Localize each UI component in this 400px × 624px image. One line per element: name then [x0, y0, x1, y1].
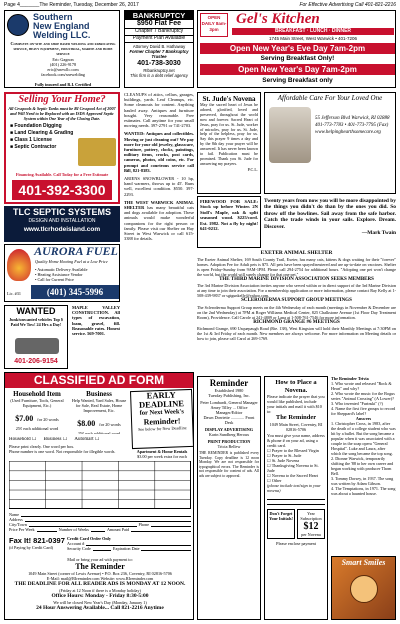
- septic-item: ■ Septic Contractor: [10, 144, 57, 150]
- novena-option-label: St. Jude Novena: [271, 458, 300, 463]
- classifieds-column: [124, 92, 194, 370]
- classified-form: [4, 372, 194, 620]
- classified-apart-box: [131, 449, 193, 459]
- scleroderma-text: The Scleroderma Support Group meets on the 4th Wednesday of each month (meetings in November & December are on the 2nd Wednesday) at 7PM at Roger Williams Medical Center, 825 Chalkstone Avenue (1st Floor Day Treatment Room), Providence. Call Carole at 241-4809 or Lana at 1-508-761-7546 for more information.: [197, 304, 396, 320]
- masthead-l1: Peter Lombardi, General Manager: [200, 400, 258, 405]
- masthead-fine: THE REMINDER is published every Tuesday. Copy deadline is 12 noon Monday. We are not responsible for typographical errors. The Reminder is not responsible for content of ads. All ads are subject to approval.: [199, 451, 259, 478]
- novena-order-paper: The Reminder: [275, 414, 317, 421]
- wanted-antiques-ad: [124, 131, 194, 173]
- novena-option[interactable]: ☐ St. Jude Novena: [267, 458, 300, 463]
- trivia-column: [331, 376, 396, 552]
- firewood-text: FIREWOOD FOR SALE: Stock up before Winter. 2N Stoll's Maple, oak & split seasoned wood. $225/cord. Est. 1982. Not a fly by night! 641-0212.: [200, 199, 258, 232]
- trivia-q2: 2. Who wrote the music for the Bogus series "Animal Crossing" (A Lower)?: [331, 391, 395, 401]
- cat-household[interactable]: Household: [9, 437, 31, 442]
- field-address-label: Address: [9, 517, 23, 522]
- page-header-right: For Effective Advertising Call 401-821-2216: [299, 2, 396, 8]
- maple-valley-text: MAPLE VALLEY CONSTRUCTION. All types of excavation, loam, gravel, fill. Reasonable rates. Honest service. 569-7001.: [72, 305, 120, 337]
- trivia-q3: 3. Who invented "Furinski" (?): [331, 401, 383, 406]
- tlc-web: www.tlcrhodeisland.com: [23, 226, 101, 233]
- st-jude-sig: P.C.L.: [247, 166, 258, 172]
- classified-business-each: 25¢ each additional word: [77, 431, 121, 434]
- classified-household-box: [7, 390, 67, 434]
- aurora-list: [35, 267, 119, 282]
- twain-quote: [264, 198, 396, 248]
- trivia-answers: Answers: [355, 416, 372, 421]
- novena-year-sub: per Novena: [301, 532, 321, 537]
- page-header: [4, 2, 396, 9]
- masthead-display2: Karin Sundberg Heroux: [208, 432, 250, 437]
- aurora-flame-icon: [7, 249, 31, 281]
- exeter-title: EXETER ANIMAL SHELTER: [260, 250, 333, 256]
- classified-apart-label: Apartment & Home Rentals: [136, 449, 188, 454]
- gels-line4: Serving Breakfast only: [262, 77, 333, 84]
- community-news: [197, 250, 396, 374]
- novena-order-body: Please indicate the prayer that you would like published, include your initials and mail it with $10 to:: [267, 394, 325, 414]
- wanted-car-image: [15, 338, 59, 354]
- bankruptcy-title: BANKRUPTCY: [125, 11, 193, 20]
- classified-fax: Fax It! 821-0397: [9, 536, 65, 545]
- novena-year-price: $12: [303, 521, 319, 532]
- quote-author: —Mark Twain: [361, 230, 396, 237]
- weeks-field[interactable]: [91, 527, 105, 532]
- snew-title: [33, 13, 119, 40]
- shelter-text: has many beautiful cats and dogs available for adoption. These animals would make wonderful companions for the right person or family. Please visit our Shelter on Hay Street in West Warwick or call 615-3388 for details.: [124, 205, 194, 242]
- card-number-label: Account #: [67, 541, 85, 546]
- field-price-label: Price Per Week: [9, 527, 35, 532]
- trivia-a3: 3. Tommy Dorsey, in 1937. The song was written by Adam Gibson.: [331, 476, 394, 486]
- classified-word-grid[interactable]: [9, 461, 191, 509]
- classified-household-words: for 20 words: [37, 417, 59, 422]
- novena-option-label: Thanksgiving Novena to St. Jude: [267, 463, 319, 473]
- scleroderma-title: SCLERODERMA SUPPORT GROUP MEETINGS: [241, 298, 352, 303]
- bankruptcy-fee: $950 Flat Fee: [137, 20, 181, 27]
- masthead-title: Reminder: [209, 378, 249, 388]
- novena-option-label: Other: [271, 478, 282, 483]
- gels-sub: BREAKFAST · LUNCH · DINNER: [232, 28, 394, 35]
- novena-option-label: Prayer to the Blessed Virgin: [271, 448, 319, 453]
- snew-logo: [7, 14, 29, 36]
- novena-forget: Don't Forget Your Initials!: [267, 509, 295, 539]
- classified-early-deadline: [130, 389, 194, 449]
- novena-order-title: How to Place a Novena.: [275, 379, 317, 394]
- card-security-label: Security Code: [67, 546, 91, 551]
- snew-ad: [4, 10, 120, 88]
- trivia-a2: 2. Dionne Warwick, temporarily shifting the '88 to her own career and began working with producer Thom Bell.: [331, 456, 394, 476]
- bankruptcy-line4: Former Chapter 7 Bankruptcy Trustee: [129, 48, 189, 59]
- shelter-title: THE WEST WARWICK ANIMAL SHELTER: [124, 199, 194, 211]
- snew-title-1: Southern: [33, 13, 73, 22]
- classified-hours-sub: We will be closed New Year's Day (Monday, January 1): [53, 600, 147, 605]
- classified-household-price: $7.00: [15, 414, 34, 423]
- masthead-display: DISPLAY ADVERTISING: [204, 427, 254, 432]
- tlc-ad: [4, 206, 120, 242]
- classified-household: Household Item: [13, 390, 61, 398]
- novena-order-note: You must give your name, address & phone # on your ad, using a credit card.: [267, 433, 325, 448]
- aurora-item: • Call for Current Price: [35, 277, 74, 282]
- septic-item: ■ Land Clearing & Grading: [10, 130, 74, 136]
- snew-desc: Complete on-site and shop based welding and fabricating service, heavy equipment, industrial, marine and home service: [10, 41, 116, 56]
- trivia-q4: 4. Name the first five groups to record for Sheppard's label?: [331, 406, 396, 416]
- classified-household-each: 25¢ each additional word: [15, 426, 59, 431]
- cremation-addr: 55 Jefferson Blvd Warwick, RI 02888: [315, 116, 390, 121]
- field-city-label: City/Town: [9, 522, 27, 527]
- card-exp-row: [67, 546, 191, 551]
- field-name-label: Name: [9, 512, 19, 517]
- septic-body: All Cesspools & Septic Tanks must be RI Cesspool Act of 2007 and Will Need to be Replaced with an ISDS Approved Septic System within One Year of the Closing Date.: [8, 106, 116, 121]
- novena-order-addr2: 02816-5706: [285, 427, 307, 432]
- classified-business-desc: Help Wanted, Yard Sales, House for Sale, Real Estate, Home Improvement, Etc.: [71, 398, 127, 413]
- gels-title: Gel's Kitchen: [236, 11, 320, 27]
- trivia-a4: 4. The Temptations, in 1971. The song was about a haunted house.: [331, 486, 396, 496]
- cat-business[interactable]: Business: [43, 437, 62, 442]
- tlc-sub: DESIGN AND INSTALLATION: [28, 218, 96, 224]
- classified-phone-note: Phone number is one word. Not responsible for illegible words.: [9, 449, 116, 454]
- septic-item: ■ Class 1 License: [10, 137, 52, 143]
- page-header-left: Page 4_______The Reminder, Tuesday, December 26, 2017: [4, 2, 139, 8]
- classified-fax-box: [9, 536, 65, 550]
- septic-finance: Financing Available. Call Today for a Free Estimate: [15, 172, 109, 177]
- richmond-title: RICHMOND GRANGE #6 MEETINGS: [253, 319, 340, 325]
- bankruptcy-web: RIbankruptcy.net: [143, 67, 175, 73]
- smart-smiles-face-icon: [350, 575, 378, 603]
- septic-title: Selling Your Home?: [18, 94, 106, 105]
- classified-apart-price: $3.00 per week extra for each: [137, 454, 187, 459]
- septic-item: ■ Foundation Digging: [10, 123, 62, 129]
- bankruptcy-line1: Chapter 7 Bankruptcy: [125, 28, 193, 35]
- septic-item-label: Foundation Digging: [14, 123, 62, 129]
- novena-prepaid: Please enclose payment: [276, 541, 316, 546]
- early-4: Reminder!: [143, 416, 181, 427]
- aurora-title: AURORA FUEL: [34, 245, 118, 258]
- novena-option-label: Prayer to St. Jude: [271, 453, 302, 458]
- exeter-text: The Exeter Animal Shelter, 169 South County Trail, Exeter, has many cats, kittens & dogs waiting for their "forever" homes. Adoption Fee for Adult pets is $75. All pets have been spayed/neutered and are up-to-date on vaccines. Shelter is open Friday-Sunday from 9AM-1PM. Please call 294-2754 for additional hours. "Adopting one pet won't change the world, but the world will surely change for that one pet.": [197, 256, 396, 277]
- classified-fields: [9, 512, 191, 532]
- gels-addr: 1745 Main Street, West Warwick • 401-7206: [268, 36, 358, 41]
- septic-phone: 401-392-3300: [12, 180, 112, 200]
- classified-business-box: [69, 390, 129, 434]
- aurora-item-label: Call for Current Price: [37, 277, 74, 282]
- early-3: for Next Week's: [139, 408, 184, 417]
- snew-contact-block: [7, 57, 119, 77]
- aurora-item-label: Heating Assistance Vendor: [37, 272, 83, 277]
- cremation-web: www.helpinghearthsomecare.org: [315, 130, 381, 135]
- classified-street: 1049 Main Street (corner of Lewis Avenue) • P.O. Box 236, Coventry, RI 02816-5706: [28, 571, 172, 576]
- bankruptcy-line3: Attorney David B. Hathaway: [125, 42, 193, 49]
- trivia-q1: 1. Who wrote and released "Rock & Heart" and why?: [331, 381, 392, 391]
- cat-automart[interactable]: Automart: [74, 437, 94, 442]
- classified-title: CLASSIFIED AD FORM: [5, 373, 193, 388]
- richmond-text: Richmond Grange, 690 Usquepaugh Road (Rte. 138), West Kingston will hold their Monthly Meetings at 7:30PM on the 1st & 3rd Friday of each month. New members are always welcome. For more information on Meeting details or how to join, please call Carol at 269-1769.: [197, 326, 396, 341]
- novena-option[interactable]: ☐ Thanksgiving Novena to St. Jude: [267, 463, 319, 473]
- novena-option[interactable]: ☐ Prayer to St. Jude: [267, 453, 302, 458]
- novena-option[interactable]: ☐ Novena to the Sacred Heart: [267, 473, 319, 478]
- trivia-a1: 1. Christopher Cross, in 1983, after the death of a college student who was hit by a bullet. But the song became a popular when it was associated with a couple in the soap opera "General Hospital". Luke and Laura, after which the song became the top song.: [331, 421, 396, 456]
- smart-smiles-title: Smart Smiles: [341, 558, 386, 567]
- novena-other-note: (please include text/sign to your novena): [267, 483, 321, 493]
- cleanups-ad: [124, 92, 194, 128]
- bankruptcy-footer: This firm is a debt relief agency: [130, 72, 188, 78]
- card-security-field[interactable]: [93, 546, 111, 551]
- aurora-item: • Heating Assistance Vendor: [35, 272, 83, 277]
- cremation-phone: 401-773-7783 • 401-773-7795 (Fax): [315, 123, 389, 128]
- masthead-print-title: PRINT PRODUCTION: [207, 439, 251, 444]
- cremation-title: Affordable Care For Your Loved One: [277, 94, 383, 102]
- septic-ad: [4, 92, 120, 204]
- novena-option[interactable]: ☐ Prayer to the Blessed Virgin: [267, 448, 319, 453]
- maple-valley-ad: [72, 305, 120, 369]
- price-field[interactable]: [37, 527, 57, 532]
- classified-drop: 24 Hour Answering Available... Call 821-2216 Anytime: [36, 605, 164, 611]
- reminder-masthead: [197, 376, 261, 620]
- bankruptcy-phone: 401-738-3030: [137, 59, 181, 67]
- snew-contact: Eric Gagnon: [52, 57, 74, 62]
- ariens-ad: [124, 176, 194, 197]
- novena-order-addr1: 1049 Main Street, Coventry, RI: [269, 422, 323, 427]
- novena-year-label: Year Subscription: [300, 511, 322, 521]
- ariens-text: ARIENS SNOWBLOWER - 10 hp, hand warmers, throws up to 45'. Runs well, excellent condition. $550. 397-2293.: [124, 176, 194, 197]
- wanted-antiques-text: WANTED: Antiques and collectibles. Moving or just cleaning out? We pay more for your old jewelry, glassware, furniture, pottery, clocks, paintings, military items, crocks, post cards, cameras, photos, old coins, etc. For prompt and courteous service call Bill, 821-8383.: [124, 131, 194, 173]
- classified-card-box: [67, 536, 191, 551]
- classified-business-words: for 20 words: [99, 422, 121, 427]
- snew-title-3: Welding LLC.: [33, 30, 91, 40]
- wanted-title: WANTED: [16, 306, 56, 316]
- cleanups-text: CLEANUPS of attics, cellars, garages, buildings, yards. Leaf Cleanups, etc. Some cleanouts for content. Anything hauled away. Antiques and furniture bought. Very reasonable. Free estimates. Call anytime for your small moving needs. 397-2791 or 741-2703.: [124, 92, 194, 129]
- card-exp-label: Expiration Date: [112, 546, 140, 551]
- novena-order-box: [264, 376, 328, 620]
- novena-price-box: [297, 509, 325, 539]
- classified-business: Business: [86, 390, 112, 398]
- trivia-title: The Reminder Trivia: [331, 376, 369, 381]
- cremation-hands-image: [269, 107, 311, 163]
- smart-smiles-comic: [331, 556, 396, 620]
- classified-deadline-sub: (Friday at 12 Noon if there is a Monday holiday): [59, 588, 141, 593]
- classified-hours: Office Hours: Monday - Friday 8:30-5:00: [51, 593, 149, 599]
- septic-item-label: Septic Contractor: [14, 144, 57, 150]
- field-amount-label: Amount Paid: [106, 527, 130, 532]
- bankruptcy-line2: Payment Plan Available: [125, 35, 193, 42]
- masthead-print-name: Tricia Bellew: [217, 444, 241, 449]
- gels-badge: OPEN DAILY 8am-3pm: [200, 13, 228, 37]
- classified-print-label: Please print clearly. One word per box.: [9, 444, 75, 449]
- snew-web: facebook.com/snewelding: [41, 72, 85, 77]
- classified-household-desc: (Used Furniture, Tools, General Equipment, Etc.): [10, 398, 64, 408]
- classified-fax-sub: (if Paying by Credit Card): [9, 545, 53, 550]
- classified-footer: [7, 557, 193, 612]
- masthead-l2: Amey Tilley ... Office Manager/Editor: [210, 405, 248, 415]
- shelter-ad: [124, 200, 194, 242]
- aurora-item: • Automatic Delivery Available: [35, 267, 88, 272]
- gels-ad: [197, 10, 396, 88]
- wanted-phone: 401-206-9154: [14, 358, 58, 365]
- novena-initials-field-2[interactable]: [267, 500, 325, 505]
- septic-item-label: Land Clearing & Grading: [14, 130, 74, 136]
- gels-line3: Open New Year's Day 7am-2pm: [200, 64, 395, 75]
- card-exp-field[interactable]: [141, 546, 191, 551]
- field-weeks-label: Number of Weeks: [58, 527, 89, 532]
- firewood-ad: [197, 196, 261, 248]
- cremation-ad: [264, 92, 396, 194]
- septic-item-label: Class 1 License: [14, 137, 52, 143]
- novena-footer-row: [267, 509, 325, 539]
- early-5: See below for New Deadline: [138, 425, 187, 432]
- classified-categories: Household ☐ Business ☐ Automart ☐: [9, 437, 100, 442]
- masthead-pub: Established 1980: [214, 388, 244, 393]
- classified-paper: The Reminder: [75, 562, 125, 571]
- classified-deadline: THE DEADLINE FOR ALL READER ADS IS MONDAY AT 12 NOON.: [14, 581, 186, 587]
- wanted-ad: [4, 305, 68, 369]
- early-2: DEADLINE: [138, 398, 185, 410]
- st-jude-text: May the sacred heart of Jesus be adored, glorified, loved and preserved, throughout the world now and forever. Sacred Heart of Jesus, pray for us. St. Jude, worker of miracles, pray for us. St. Jude, help of the helpless, pray for us. Say this prayer 9 times a day and by the 8th day your prayer will be answered. It has never been known to fail. Publication must be promised. Thank you St. Jude for answering my prayers.: [200, 102, 258, 166]
- tlc-title: TLC SEPTIC SYSTEMS: [12, 207, 111, 217]
- novena-option-label: Novena to the Sacred Heart: [271, 473, 319, 478]
- bankruptcy-ad: [124, 10, 194, 88]
- classified-business-price: $8.00: [77, 419, 96, 428]
- snew-footer: Fully insured and R.I. Certified: [34, 82, 92, 87]
- septic-truck-image: [78, 138, 116, 166]
- wanted-body: Junk/unwanted vehicles Top $ Paid We Tow! 24 Hrs a Day!: [9, 317, 63, 327]
- aurora-tagline: Quality Home Heating Fuel at a Low Price: [35, 259, 108, 264]
- third-marine-text: The 3rd Marine Division Association invites anyone who served within or in direct support of the 3rd Marine Division at any time to join their association. For a membership application or more information, please contact Ray Kelly at 1-508-439-9837 or sgtgunkelly@yahoo.com.: [197, 283, 396, 298]
- amount-field[interactable]: [131, 527, 191, 532]
- gels-line1: Open New Year's Eve Day 7am-2pm: [200, 43, 395, 54]
- quote-text: Twenty years from now you will be more disappointed by the things you didn't do than by the ones you did. So throw off the bowlines. Sail away from the safe harbor. Catch the trade winds in your sails. Explore. Dream. Discover.: [264, 198, 396, 230]
- classified-mail: Mail or bring your ad with payment to:: [67, 557, 133, 562]
- st-jude-title: St. Jude's Novena: [202, 95, 256, 103]
- cremation-contact: [315, 115, 395, 136]
- aurora-lic: Lic. #31: [7, 291, 21, 296]
- aurora-ad: [4, 244, 120, 302]
- gels-line2: Serving Breakfast Only!: [260, 55, 335, 62]
- snew-phone: (401) 226-9178: [49, 62, 77, 67]
- novena-option[interactable]: ☐ Other: [267, 478, 282, 483]
- aurora-item-label: Automatic Delivery Available: [37, 267, 88, 272]
- classified-card-label: Credit Card Order Only: [67, 536, 111, 541]
- snew-title-2: New England: [33, 21, 90, 31]
- masthead-l3: Dawn Dorriette ............. Front Desk: [203, 415, 255, 425]
- aurora-phone: (401) 345-5996: [31, 285, 119, 299]
- st-jude-novena: [197, 92, 261, 194]
- early-1: EARLY: [146, 389, 176, 401]
- field-phone-label: Phone: [138, 522, 149, 527]
- snew-email: eric@snewllc.com: [47, 67, 79, 72]
- third-marine-title: THE THIRD MARINE DIVISION ASSOCIATION SEEKS MEMBERS: [219, 276, 374, 282]
- field-row-price: [9, 527, 191, 532]
- classified-contact: E-Mail: mail@RIreminder.com Website: www.RIreminder.com: [46, 576, 154, 581]
- masthead-pub2: Tuesday Publishing, Inc.: [208, 393, 250, 398]
